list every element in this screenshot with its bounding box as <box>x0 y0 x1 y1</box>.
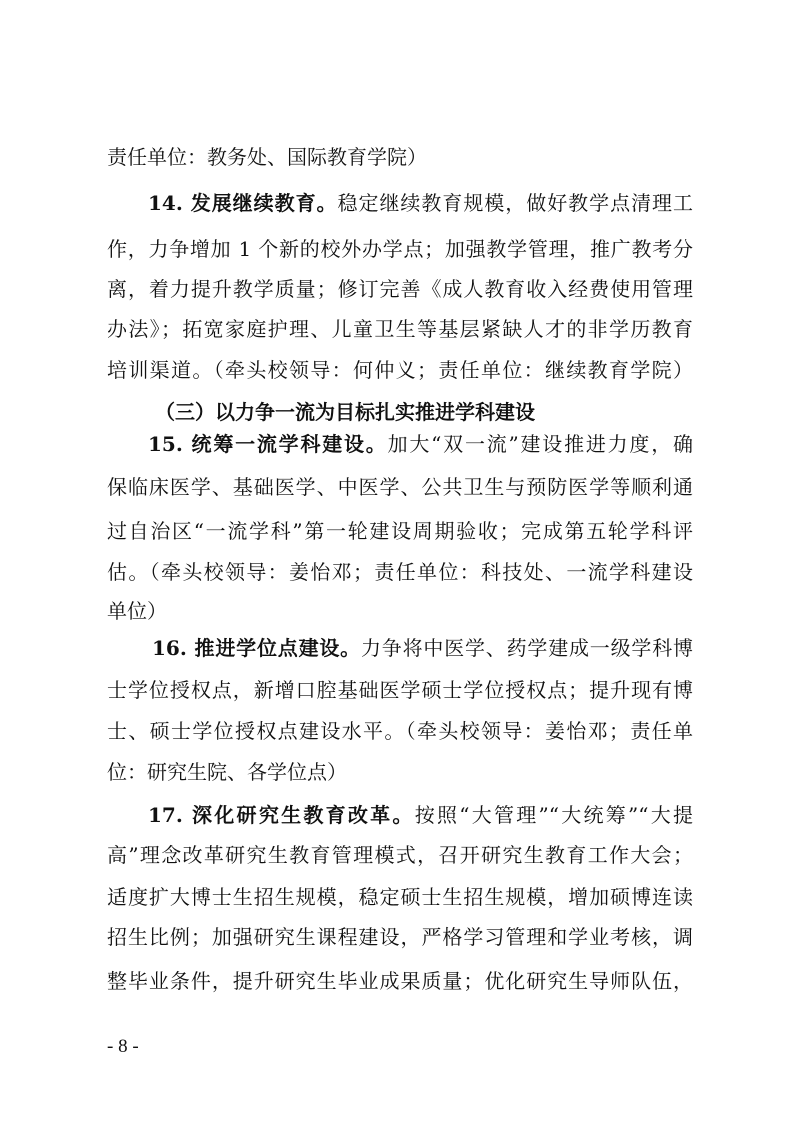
text-line: 适度扩大博士生招生规模，稳定硕士生招生规模，增加硕博连读 <box>107 885 693 909</box>
item-14-first-line <box>148 183 693 223</box>
text-line: 过自治区“一流学科”第一轮建设周期验收；完成第五轮学科评 <box>107 519 693 543</box>
text-line: 作，力争增加 1 个新的校外办学点；加强教学管理，推广教考分 <box>107 237 693 261</box>
text-line: 士学位授权点，新增口腔基础医学硕士学位授权点；提升现有博 <box>107 678 693 702</box>
section-heading: （三）以力争一流为目标扎实推进学科建设 <box>155 400 535 424</box>
text-line: 培训渠道。（牵头校领导：何仲义；责任单位：继续教育学院） <box>107 358 693 382</box>
item-17-title: 17. 深化研究生教育改革。 <box>148 803 415 827</box>
text-line: 办法》；拓宽家庭护理、儿童卫生等基层紧缺人才的非学历教育 <box>107 317 693 341</box>
text-line: 保临床医学、基础医学、中医学、公共卫生与预防医学等顺利通 <box>107 475 693 499</box>
item-17-first-line <box>148 795 693 835</box>
item-16-first-line <box>152 628 693 668</box>
text-line: 离，着力提升教学质量；修订完善《成人教育收入经费使用管理 <box>107 277 693 301</box>
text-line: 招生比例；加强研究生课程建设，严格学习管理和学业考核，调 <box>107 925 693 949</box>
item-16-text: 力争将中医学、药学建成一级学科博 <box>360 636 694 660</box>
text-line: 估。（牵头校领导：姜怡邓；责任单位：科技处、一流学科建设 <box>107 560 693 584</box>
text-line: 单位） <box>107 599 167 623</box>
item-15-text: 加大“双一流”建设推进力度，确 <box>387 432 693 456</box>
text-line: 位：研究生院、各学位点） <box>107 760 347 784</box>
item-14-title: 14. 发展继续教育。 <box>148 191 338 215</box>
item-15-title: 15. 统筹一流学科建设。 <box>148 432 388 456</box>
text-line: 整毕业条件，提升研究生毕业成果质量；优化研究生导师队伍， <box>107 969 693 993</box>
text-line: 责任单位：教务处、国际教育学院） <box>107 145 427 169</box>
item-17-text: 按照“大管理”“大统筹”“大提 <box>414 803 693 827</box>
text-line: 高”理念改革研究生教育管理模式，召开研究生教育工作大会； <box>107 843 693 867</box>
item-14-text: 稳定继续教育规模，做好教学点清理工 <box>337 191 694 215</box>
text-line: 士、硕士学位授权点建设水平。（牵头校领导：姜怡邓；责任单 <box>107 719 693 743</box>
page-number: - 8 - <box>107 1036 139 1057</box>
item-15-first-line <box>148 424 693 464</box>
item-16-title: 16. 推进学位点建设。 <box>152 636 361 660</box>
